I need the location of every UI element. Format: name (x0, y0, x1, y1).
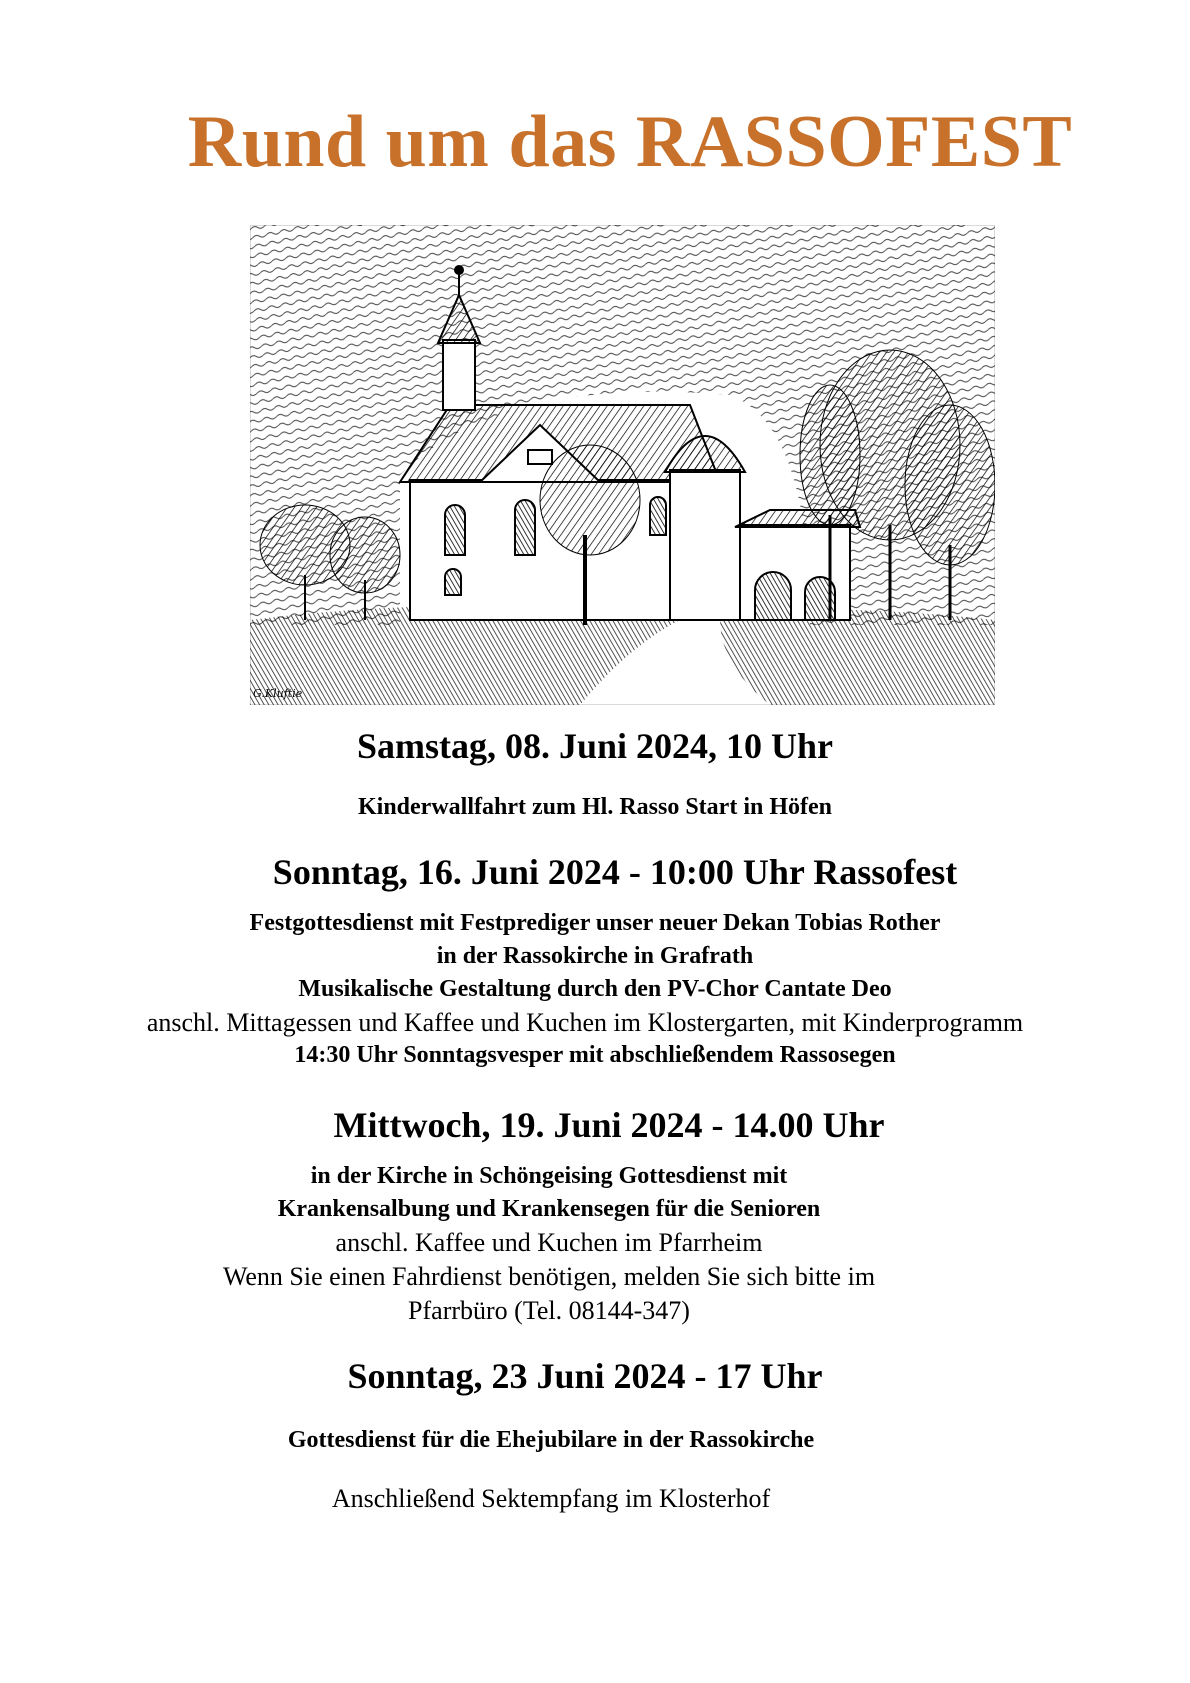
event-2-heading: Sonntag, 16. Juni 2024 - 10:00 Uhr Rassofest (272, 852, 958, 892)
event-3-heading: Mittwoch, 19. Juni 2024 - 14.00 Uhr (333, 1105, 885, 1145)
event-2-line-3: Musikalische Gestaltung durch den PV-Chor Cantate Deo (298, 976, 892, 1002)
event-2-line-1: Festgottesdienst mit Festprediger unser neuer Dekan Tobias Rother (249, 910, 941, 936)
event-1-line-1: Kinderwallfahrt zum Hl. Rasso Start in Höfen (358, 794, 832, 820)
event-1-heading: Samstag, 08. Juni 2024, 10 Uhr (356, 726, 834, 766)
artist-signature: G.Kluftie (253, 687, 303, 700)
event-3-line-3: anschl. Kaffee und Kuchen im Pfarrheim (335, 1228, 763, 1257)
event-3-line-5: Pfarrbüro (Tel. 08144-347) (408, 1296, 690, 1325)
event-4-line-1: Gottesdienst für die Ehejubilare in der Rassokirche (287, 1427, 815, 1453)
page-title (0, 100, 1190, 185)
event-3-line-1: in der Kirche in Schöngeising Gottesdienst mit (310, 1163, 788, 1189)
event-2-line-5: 14:30 Uhr Sonntagsvesper mit abschließendem Rassosegen (294, 1042, 896, 1068)
page-title-text: Rund um das RASSOFEST (187, 101, 1073, 183)
event-4-line-2: Anschließend Sektempfang im Klosterhof (331, 1484, 771, 1513)
event-3-line-4: Wenn Sie einen Fahrdienst benötigen, melden Sie sich bitte im (222, 1262, 876, 1291)
church-illustration (250, 225, 995, 705)
event-4-heading: Sonntag, 23 Juni 2024 - 17 Uhr (347, 1356, 823, 1396)
event-2-line-4: anschl. Mittagessen und Kaffee und Kuchen im Klostergarten, mit Kinderprogramm (146, 1008, 1024, 1037)
event-2-line-2: in der Rassokirche in Grafrath (436, 943, 754, 969)
event-3-line-2: Krankensalbung und Krankensegen für die Senioren (277, 1196, 821, 1222)
